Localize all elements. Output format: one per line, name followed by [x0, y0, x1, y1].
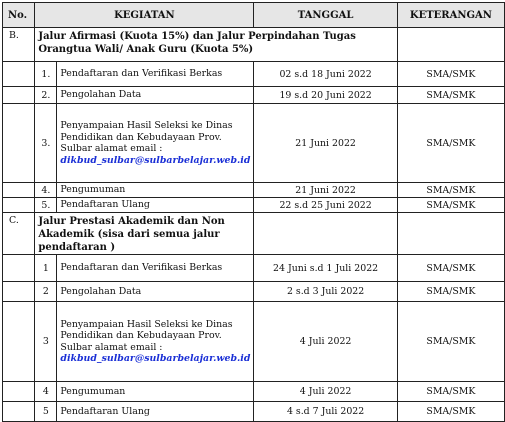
row-number: 3 [35, 302, 57, 382]
row-number: 5. [35, 198, 57, 213]
activity-cell [57, 302, 254, 382]
table-row [3, 104, 505, 183]
header-row [3, 3, 505, 28]
activity-cell: Pendaftaran dan Verifikasi Berkas [57, 255, 254, 282]
header-kegiatan: KEGIATAN [35, 3, 254, 28]
note-cell: SMA/SMK [397, 62, 504, 87]
row-number: 1. [35, 62, 57, 87]
section-title: Jalur Prestasi Akademik dan Non Akademik (sisa dari semua jalur pendaftaran ) [35, 213, 254, 255]
date-cell: 24 Juni s.d 1 Juli 2022 [254, 255, 397, 282]
activity-text: Penyampaian Hasil Seleksi ke Dinas Pendidikan dan Kebudayaan Prov. Sulbar alamat email : [60, 318, 233, 353]
table-row [3, 62, 505, 87]
table-row [3, 87, 505, 104]
activity-cell: Pengumuman [57, 382, 254, 402]
header-no: No. [3, 3, 35, 28]
row-number: 4 [35, 382, 57, 402]
email-link[interactable]: dikbud_sulbar@sulbarbelajar.web.id [60, 154, 251, 166]
row-number: 5 [35, 402, 57, 422]
date-cell: 02 s.d 18 Juni 2022 [254, 62, 397, 87]
section-title: Jalur Afirmasi (Kuota 15%) dan Jalur Perpindahan Tugas Orangtua Wali/ Anak Guru (Kuota 5%) [35, 28, 397, 62]
date-cell: 22 s.d 25 Juni 2022 [254, 198, 397, 213]
table-row [3, 198, 505, 213]
activity-cell: Pendaftaran Ulang [57, 198, 254, 213]
activity-text: Penyampaian Hasil Seleksi ke Dinas Pendidikan dan Kebudayaan Prov. Sulbar alamat email : [60, 120, 233, 154]
row-number: 1 [35, 255, 57, 282]
row-number: 3. [35, 104, 57, 183]
note-cell: SMA/SMK [397, 183, 504, 198]
date-cell: 21 Juni 2022 [254, 104, 397, 183]
row-number: 2 [35, 282, 57, 302]
table-row [3, 282, 505, 302]
section-note-empty [397, 213, 504, 255]
schedule-table [2, 2, 505, 422]
table-row [3, 255, 505, 282]
activity-cell: Pengumuman [57, 183, 254, 198]
activity-cell: Pendaftaran dan Verifikasi Berkas [57, 62, 254, 87]
section-code: C. [3, 213, 35, 255]
table-row [3, 302, 505, 382]
row-number: 4. [35, 183, 57, 198]
date-cell: 19 s.d 20 Juni 2022 [254, 87, 397, 104]
note-cell: SMA/SMK [397, 255, 504, 282]
section-code: B. [3, 28, 35, 62]
activity-cell [57, 104, 254, 183]
note-cell: SMA/SMK [397, 382, 504, 402]
date-cell: 2 s.d 3 Juli 2022 [254, 282, 397, 302]
activity-cell: Pendaftaran Ulang [57, 402, 254, 422]
table-row [3, 382, 505, 402]
header-tanggal: TANGGAL [254, 3, 397, 28]
date-cell: 4 s.d 7 Juli 2022 [254, 402, 397, 422]
date-cell: 4 Juli 2022 [254, 382, 397, 402]
email-link[interactable]: dikbud_sulbar@sulbarbelajar.web.id [60, 353, 251, 364]
activity-cell: Pengolahan Data [57, 282, 254, 302]
section-row [3, 28, 505, 62]
section-note-empty [397, 28, 504, 62]
note-cell: SMA/SMK [397, 282, 504, 302]
date-cell: 4 Juli 2022 [254, 302, 397, 382]
note-cell: SMA/SMK [397, 198, 504, 213]
header-keterangan: KETERANGAN [397, 3, 504, 28]
note-cell: SMA/SMK [397, 302, 504, 382]
section-date-empty [254, 213, 397, 255]
section-row [3, 213, 505, 255]
date-cell: 21 Juni 2022 [254, 183, 397, 198]
table-row [3, 183, 505, 198]
activity-cell: Pengolahan Data [57, 87, 254, 104]
note-cell: SMA/SMK [397, 402, 504, 422]
row-number: 2. [35, 87, 57, 104]
note-cell: SMA/SMK [397, 104, 504, 183]
note-cell: SMA/SMK [397, 87, 504, 104]
